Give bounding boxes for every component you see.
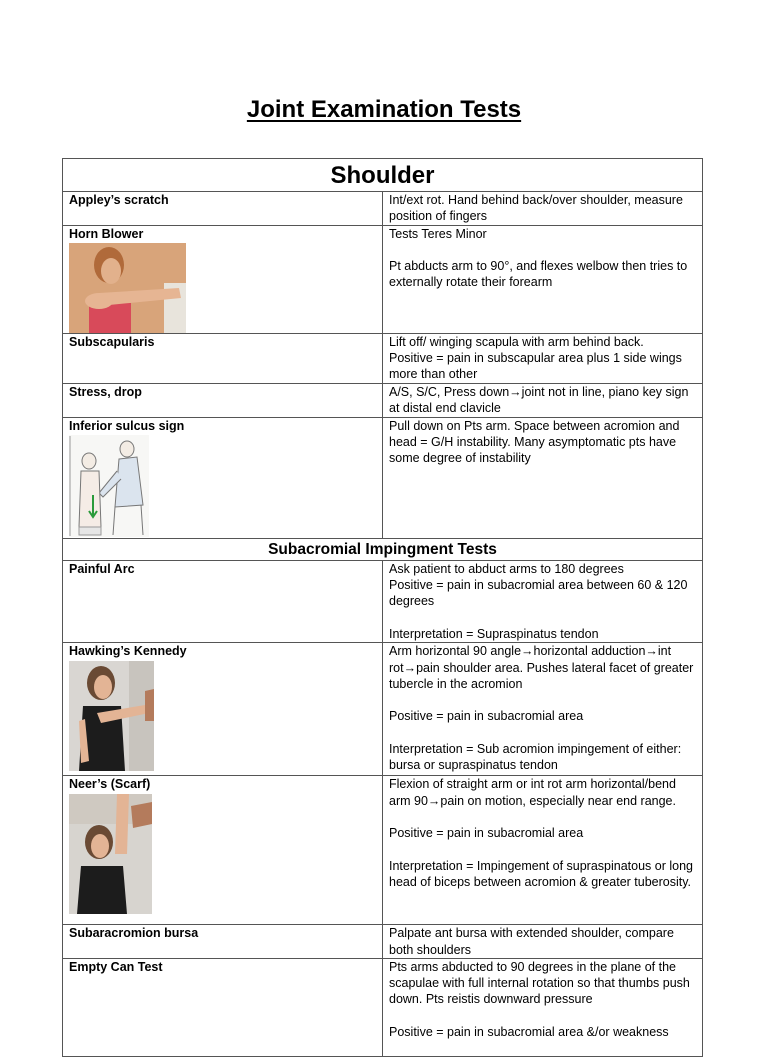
neers-test-photo (69, 794, 152, 914)
horn-blower-photo (69, 243, 186, 333)
test-description: Lift off/ winging scapula with arm behind back. Positive = pain in subscapular area plus 1 side wings more than other (383, 333, 703, 383)
table-row (63, 192, 703, 226)
table-row (63, 417, 703, 538)
test-name: Hawking’s Kennedy (69, 644, 187, 659)
sulcus-sign-illustration (69, 435, 149, 537)
test-name: Painful Arc (63, 560, 383, 642)
test-name: Subscapularis (63, 333, 383, 383)
table-row (63, 560, 703, 642)
section-header-row (63, 159, 703, 192)
test-name: Subaracromion bursa (63, 925, 383, 959)
test-description: A/S, S/C, Press down→joint not in line, piano key sign at distal end clavicle (383, 383, 703, 417)
test-name: Inferior sulcus sign (69, 418, 185, 433)
table-row (63, 333, 703, 383)
test-name: Appley’s scratch (63, 192, 383, 226)
test-name: Stress, drop (63, 383, 383, 417)
table-row (63, 383, 703, 417)
table-row (63, 643, 703, 776)
test-name: Horn Blower (69, 226, 144, 241)
test-name: Empty Can Test (63, 958, 383, 1056)
table-row (63, 776, 703, 925)
document-title: Joint Examination Tests (246, 96, 522, 123)
hawkins-kennedy-photo (69, 661, 154, 771)
test-description: Pull down on Pts arm. Space between acromion and head = G/H instability. Many asymptomatic pts have some degree of instability (383, 417, 703, 538)
joint-tests-table (62, 158, 703, 1057)
test-description: Palpate ant bursa with extended shoulder, compare both shoulders (383, 925, 703, 959)
test-description: Tests Teres Minor Pt abducts arm to 90°, and flexes welbow then tries to externally rotate their forearm (383, 225, 703, 333)
table-row (63, 958, 703, 1056)
section-subacromial: Subacromial Impingment Tests (63, 538, 703, 560)
section-header-row (63, 538, 703, 560)
section-shoulder: Shoulder (63, 159, 703, 192)
test-description: Flexion of straight arm or int rot arm horizontal/bend arm 90→pain on motion, especially near end range. Positive = pain in subacromial area Interpretation = Impingement of supraspinatous or long head of biceps between acromion & greater tuberosity. (383, 776, 703, 925)
test-description: Pts arms abducted to 90 degrees in the plane of the scapulae with full internal rotation so that thumbs push down. Pts reistis downward pressure Positive = pain in subacromial area &/or weakness (383, 958, 703, 1056)
test-description: Int/ext rot. Hand behind back/over shoulder, measure position of fingers (383, 192, 703, 226)
test-description: Ask patient to abduct arms to 180 degrees Positive = pain in subacromial area between 60 & 120 degrees Interpretation = Supraspinatus tendon (383, 560, 703, 642)
table-row (63, 225, 703, 333)
test-description: Arm horizontal 90 angle→horizontal adduction→int rot→pain shoulder area. Pushes lateral facet of greater tubercle in the acromion Positive = pain in subacromial area Interpretation = Sub acromion impingement of either: bursa or supraspinatus tendon (383, 643, 703, 776)
test-name: Neer’s (Scarf) (69, 777, 151, 792)
table-row (63, 925, 703, 959)
